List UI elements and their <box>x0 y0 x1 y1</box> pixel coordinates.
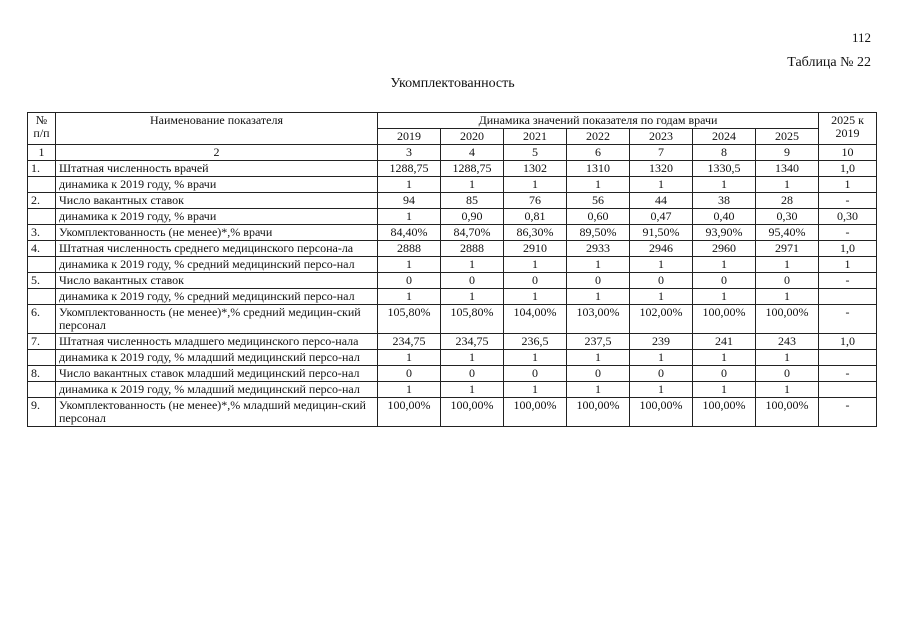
year-value-cell: 100,00% <box>630 398 693 427</box>
row-number: 8. <box>28 366 56 382</box>
year-value-cell: 94 <box>378 193 441 209</box>
row-number: 2. <box>28 193 56 209</box>
year-value-cell: 1 <box>378 350 441 366</box>
year-value-cell: 85 <box>441 193 504 209</box>
year-value-cell: 1 <box>441 382 504 398</box>
ratio-2025-2019-cell: - <box>819 398 877 427</box>
year-value-cell: 0 <box>756 273 819 289</box>
year-value-cell: 2960 <box>693 241 756 257</box>
row-number: 5. <box>28 273 56 289</box>
year-value-cell: 102,00% <box>630 305 693 334</box>
year-value-cell: 91,50% <box>630 225 693 241</box>
year-value-cell: 1 <box>504 177 567 193</box>
year-value-cell: 1310 <box>567 161 630 177</box>
header-year: 2023 <box>630 129 693 145</box>
year-value-cell: 1340 <box>756 161 819 177</box>
indicator-name: Число вакантных ставок <box>56 273 378 289</box>
year-value-cell: 0 <box>504 273 567 289</box>
year-value-cell: 0 <box>441 273 504 289</box>
table-row <box>28 273 877 289</box>
year-value-cell: 241 <box>693 334 756 350</box>
header-year: 2019 <box>378 129 441 145</box>
year-value-cell: 105,80% <box>378 305 441 334</box>
year-value-cell: 1 <box>441 257 504 273</box>
row-number <box>28 257 56 273</box>
ratio-2025-2019-cell: 0,30 <box>819 209 877 225</box>
year-value-cell: 243 <box>756 334 819 350</box>
year-value-cell: 28 <box>756 193 819 209</box>
header-year: 2024 <box>693 129 756 145</box>
year-value-cell: 1 <box>630 350 693 366</box>
ratio-2025-2019-cell: - <box>819 366 877 382</box>
year-value-cell: 1288,75 <box>378 161 441 177</box>
table-row <box>28 398 877 427</box>
year-value-cell: 0 <box>756 366 819 382</box>
year-value-cell: 100,00% <box>441 398 504 427</box>
year-value-cell: 0 <box>567 366 630 382</box>
year-value-cell: 1 <box>504 257 567 273</box>
year-value-cell: 0 <box>504 366 567 382</box>
header-name: Наименование показателя <box>56 113 378 145</box>
table-caption: Таблица № 22 <box>787 55 871 70</box>
indicator-name: Штатная численность врачей <box>56 161 378 177</box>
indicator-name: динамика к 2019 году, % врачи <box>56 209 378 225</box>
column-number: 5 <box>504 145 567 161</box>
year-value-cell: 86,30% <box>504 225 567 241</box>
year-value-cell: 89,50% <box>567 225 630 241</box>
table-row <box>28 257 877 273</box>
year-value-cell: 84,40% <box>378 225 441 241</box>
column-number: 7 <box>630 145 693 161</box>
year-value-cell: 100,00% <box>693 398 756 427</box>
year-value-cell: 93,90% <box>693 225 756 241</box>
ratio-2025-2019-cell: 1,0 <box>819 334 877 350</box>
table-row <box>28 193 877 209</box>
year-value-cell: 100,00% <box>504 398 567 427</box>
ratio-2025-2019-cell: - <box>819 273 877 289</box>
table-row <box>28 177 877 193</box>
year-value-cell: 236,5 <box>504 334 567 350</box>
indicator-name: динамика к 2019 году, % младший медицинский персо-нал <box>56 382 378 398</box>
year-value-cell: 1 <box>756 350 819 366</box>
ratio-2025-2019-cell: 1,0 <box>819 161 877 177</box>
indicator-name: Штатная численность младшего медицинского персо-нала <box>56 334 378 350</box>
year-value-cell: 1 <box>378 257 441 273</box>
year-value-cell: 1 <box>378 177 441 193</box>
row-number: 1. <box>28 161 56 177</box>
year-value-cell: 1 <box>693 382 756 398</box>
header-year: 2021 <box>504 129 567 145</box>
year-value-cell: 1 <box>630 257 693 273</box>
year-value-cell: 0,60 <box>567 209 630 225</box>
year-value-cell: 1 <box>756 382 819 398</box>
table-row <box>28 225 877 241</box>
year-value-cell: 0,30 <box>756 209 819 225</box>
year-value-cell: 1 <box>756 289 819 305</box>
year-value-cell: 1 <box>504 289 567 305</box>
table-body <box>28 161 877 427</box>
year-value-cell: 1 <box>378 382 441 398</box>
year-value-cell: 0,47 <box>630 209 693 225</box>
year-value-cell: 0 <box>378 366 441 382</box>
ratio-2025-2019-cell: - <box>819 193 877 209</box>
column-number: 6 <box>567 145 630 161</box>
indicator-name: Укомплектованность (не менее)*,% младший медицин-ский персонал <box>56 398 378 427</box>
indicator-name: динамика к 2019 году, % средний медицинский персо-нал <box>56 257 378 273</box>
year-value-cell: 2888 <box>378 241 441 257</box>
ratio-2025-2019-cell <box>819 289 877 305</box>
year-value-cell: 56 <box>567 193 630 209</box>
row-number: 6. <box>28 305 56 334</box>
ratio-2025-2019-cell: - <box>819 305 877 334</box>
year-value-cell: 1288,75 <box>441 161 504 177</box>
indicator-name: Штатная численность среднего медицинского персона-ла <box>56 241 378 257</box>
year-value-cell: 0,90 <box>441 209 504 225</box>
year-value-cell: 0 <box>693 273 756 289</box>
year-value-cell: 100,00% <box>756 398 819 427</box>
year-value-cell: 1 <box>504 350 567 366</box>
ratio-2025-2019-cell: 1,0 <box>819 241 877 257</box>
header-year: 2020 <box>441 129 504 145</box>
ratio-2025-2019-cell <box>819 382 877 398</box>
staffing-table <box>27 112 877 427</box>
table-row <box>28 305 877 334</box>
row-number: 3. <box>28 225 56 241</box>
year-value-cell: 1 <box>693 177 756 193</box>
year-value-cell: 0 <box>693 366 756 382</box>
year-value-cell: 1 <box>693 257 756 273</box>
year-value-cell: 0 <box>567 273 630 289</box>
ratio-2025-2019-cell: - <box>819 225 877 241</box>
table-row <box>28 366 877 382</box>
year-value-cell: 95,40% <box>756 225 819 241</box>
column-number: 10 <box>819 145 877 161</box>
year-value-cell: 0,81 <box>504 209 567 225</box>
indicator-name: Число вакантных ставок младший медицинский персо-нал <box>56 366 378 382</box>
year-value-cell: 76 <box>504 193 567 209</box>
table-row <box>28 209 877 225</box>
year-value-cell: 1 <box>504 382 567 398</box>
column-number: 4 <box>441 145 504 161</box>
year-value-cell: 1 <box>567 177 630 193</box>
year-value-cell: 1 <box>567 257 630 273</box>
row-number: 4. <box>28 241 56 257</box>
year-value-cell: 1 <box>441 177 504 193</box>
year-value-cell: 1 <box>567 382 630 398</box>
year-value-cell: 2971 <box>756 241 819 257</box>
indicator-name: динамика к 2019 году, % младший медицинский персо-нал <box>56 350 378 366</box>
page-number: 112 <box>851 30 871 45</box>
ratio-2025-2019-cell: 1 <box>819 177 877 193</box>
year-value-cell: 2946 <box>630 241 693 257</box>
year-value-cell: 237,5 <box>567 334 630 350</box>
year-value-cell: 1 <box>567 289 630 305</box>
header-year: 2025 <box>756 129 819 145</box>
table-row <box>28 161 877 177</box>
column-number: 9 <box>756 145 819 161</box>
year-value-cell: 1 <box>378 289 441 305</box>
header-dynamics: Динамика значений показателя по годам врачи <box>378 113 819 129</box>
table-row <box>28 382 877 398</box>
year-value-cell: 0 <box>378 273 441 289</box>
year-value-cell: 2888 <box>441 241 504 257</box>
year-value-cell: 1 <box>630 289 693 305</box>
table-row <box>28 289 877 305</box>
year-value-cell: 103,00% <box>567 305 630 334</box>
table-row <box>28 350 877 366</box>
table-row <box>28 241 877 257</box>
year-value-cell: 0 <box>630 366 693 382</box>
header-year: 2022 <box>567 129 630 145</box>
row-number <box>28 177 56 193</box>
row-number: 9. <box>28 398 56 427</box>
year-value-cell: 1 <box>441 289 504 305</box>
year-value-cell: 105,80% <box>441 305 504 334</box>
indicator-name: Укомплектованность (не менее)*,% врачи <box>56 225 378 241</box>
column-number: 3 <box>378 145 441 161</box>
header-last: 2025 к 2019 <box>819 113 877 145</box>
row-number <box>28 209 56 225</box>
year-value-cell: 104,00% <box>504 305 567 334</box>
row-number: 7. <box>28 334 56 350</box>
year-value-cell: 239 <box>630 334 693 350</box>
ratio-2025-2019-cell <box>819 350 877 366</box>
year-value-cell: 100,00% <box>693 305 756 334</box>
year-value-cell: 38 <box>693 193 756 209</box>
column-number: 2 <box>56 145 378 161</box>
ratio-2025-2019-cell: 1 <box>819 257 877 273</box>
year-value-cell: 0 <box>630 273 693 289</box>
row-number <box>28 382 56 398</box>
header-num: № п/п <box>28 113 56 145</box>
year-value-cell: 1 <box>693 289 756 305</box>
year-value-cell: 0 <box>441 366 504 382</box>
year-value-cell: 100,00% <box>756 305 819 334</box>
row-number <box>28 350 56 366</box>
year-value-cell: 1 <box>630 382 693 398</box>
year-value-cell: 1330,5 <box>693 161 756 177</box>
year-value-cell: 1 <box>693 350 756 366</box>
year-value-cell: 1302 <box>504 161 567 177</box>
document-title: Укомплектованность <box>390 76 515 91</box>
year-value-cell: 84,70% <box>441 225 504 241</box>
column-number: 8 <box>693 145 756 161</box>
year-value-cell: 2933 <box>567 241 630 257</box>
year-value-cell: 1 <box>630 177 693 193</box>
year-value-cell: 1 <box>441 350 504 366</box>
indicator-name: Число вакантных ставок <box>56 193 378 209</box>
column-number: 1 <box>28 145 56 161</box>
year-value-cell: 1 <box>756 177 819 193</box>
year-value-cell: 234,75 <box>441 334 504 350</box>
row-number <box>28 289 56 305</box>
year-value-cell: 100,00% <box>567 398 630 427</box>
year-value-cell: 234,75 <box>378 334 441 350</box>
year-value-cell: 1 <box>378 209 441 225</box>
year-value-cell: 44 <box>630 193 693 209</box>
year-value-cell: 1320 <box>630 161 693 177</box>
indicator-name: динамика к 2019 году, % врачи <box>56 177 378 193</box>
year-value-cell: 0,40 <box>693 209 756 225</box>
indicator-name: динамика к 2019 году, % средний медицинский персо-нал <box>56 289 378 305</box>
table-row <box>28 334 877 350</box>
year-value-cell: 100,00% <box>378 398 441 427</box>
year-value-cell: 1 <box>756 257 819 273</box>
year-value-cell: 1 <box>567 350 630 366</box>
year-value-cell: 2910 <box>504 241 567 257</box>
indicator-name: Укомплектованность (не менее)*,% средний медицин-ский персонал <box>56 305 378 334</box>
